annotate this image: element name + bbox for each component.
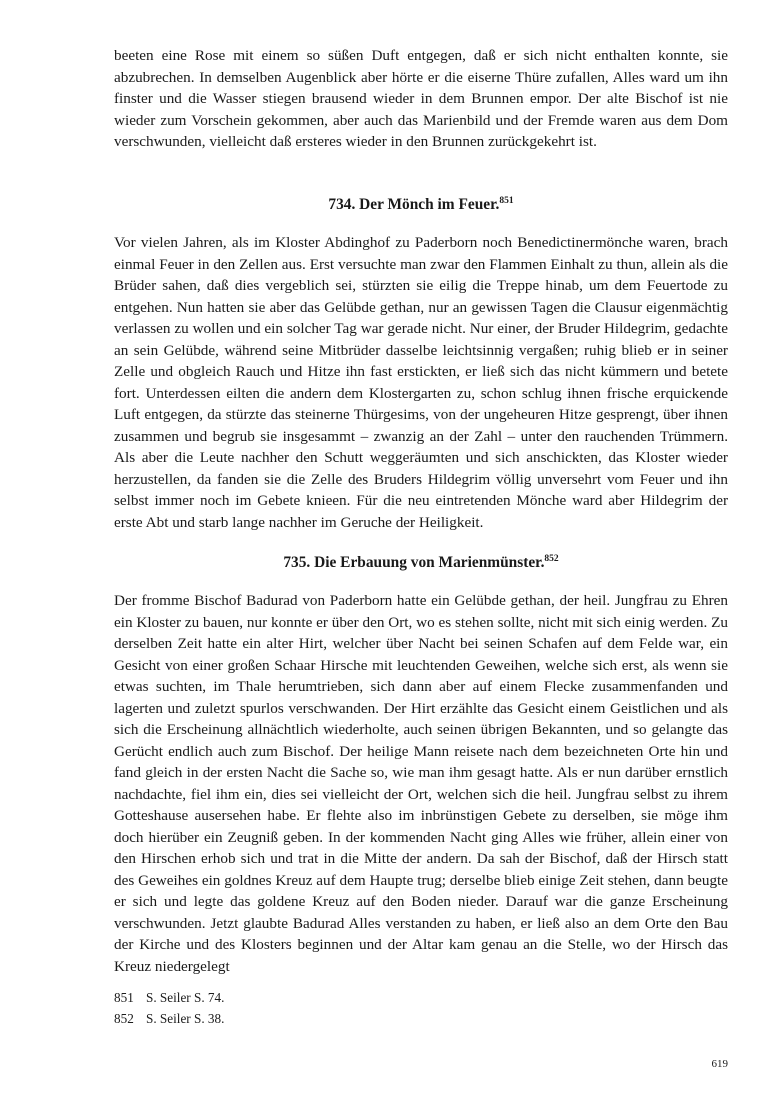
footnote-number: 851 [114, 990, 134, 1005]
intro-paragraph: beeten eine Rose mit einem so süßen Duft entgegen, daß er sich nicht enthalten konnte, sie abzubrechen. In demselben Augenblick aber hörte er die eiserne Thüre zufallen, Alles ward um ihn finster und die Wasser stiegen brausend wieder in dem Brunnen empor. Der alte Bischof ist nie wieder zum Vorschein gekommen, aber auch das Marienbild und der Fremde waren aus dem Dom verschwunden, vielleicht daß ersteres wieder in den Brunnen zurückgekehrt ist. [114, 47, 728, 150]
footnote-number: 852 [114, 1011, 134, 1026]
footnote [114, 1008, 728, 1029]
footnotes [114, 987, 728, 1029]
footnote [114, 987, 728, 1008]
footnote-reference[interactable]: 852 [544, 554, 559, 564]
section-heading-735 [114, 552, 728, 574]
footnote-text: S. Seiler S. 38. [146, 1011, 225, 1026]
page-number: 619 [711, 1058, 728, 1070]
section-body-734: Vor vielen Jahren, als im Kloster Abdinghof zu Paderborn noch Benedictinermönche waren, brach einmal Feuer in den Zellen aus. Erst versuchte man zwar den Flammen Einhalt zu thun, allein als die Brüder sahen, daß dies vergeblich sei, stürzten sie eilig die Treppe hinab, um dem Feuertode zu entgehen. Nun hatten sie aber das Gelübde gethan, nur an gewissen Tagen die Clausur eigenmächtig verlassen zu wollen und ein solcher Tag war gerade nicht. Nur einer, der Bruder Hildegrim, gedachte an sein Gelübde, während seine Mitbrüder dasselbe leichtsinnig vergaßen; ruhig blieb er in seiner Zelle und obgleich Rauch und Hitze ihn fast erstickten, er ließ sich das nicht kümmern und betete fort. Unterdessen eilten die andern dem Klostergarten zu, schon schlug ihnen frische erquickende Luft entgegen, da stürzte das steinerne Thürgesims, von der ungeheuren Hitze gesprengt, über ihnen zusammen und begrub sie insgesammt – zwanzig an der Zahl – unter den rauchenden Trümmern. Als aber die Leute nachher den Schutt weggeräumten und sich anschickten, das Kloster wieder herzustellen, da fanden sie die Zelle des Bruders Hildegrim völlig unversehrt vom Feuer und ihn selbst immer noch im Gebete knieen. Für die neu eintretenden Mönche ward aber Hildegrim der erste Abt und starb lange nachher im Geruche der Heiligkeit. [114, 234, 728, 531]
footnote-text: S. Seiler S. 74. [146, 990, 225, 1005]
section-title: 734. Der Mönch im Feuer. [328, 196, 500, 213]
section-heading-734 [114, 194, 728, 216]
section-body-735: Der fromme Bischof Badurad von Paderborn hatte ein Gelübde gethan, der heil. Jungfrau zu Ehren ein Kloster zu bauen, nur konnte er über den Ort, wo es stehen sollte, nicht mit sich einig werden. Zu derselben Zeit hatte ein alter Hirt, welcher über Nacht bei seinen Schafen auf dem Felde war, ein Gesicht von einer großen Schaar Hirsche mit leuchtenden Geweihen, welche sich erst, als wenn sie etwas suchten, im Thale herumtrieben, sich dann aber auf einem Flecke zusammenfanden und lagerten und zuletzt spurlos verschwanden. Der Hirt erzählte das Gesicht einem Geistlichen und als sich die Erscheinung allnächtlich wiederholte, auch seinen übrigen Bekannten, und so gelangte das Gerücht endlich auch zum Bischof. Der heilige Mann reisete nach dem bezeichneten Orte hin und fand gleich in der ersten Nacht die Sache so, wie man ihm gesagt hatte. Als er nun darüber ernstlich nachdachte, fiel ihm ein, dies sei vielleicht der Ort, welchen sich die heil. Jungfrau selbst zu ihrem Gotteshause ausersehen habe. Er flehte also im inbrünstigen Gebete zu derselben, sie möge ihm doch hierüber ein Zeugniß geben. In der kommenden Nacht ging Alles wie früher, allein einer von den Hirschen erhob sich und trat in die Mitte der andern. Da sah der Bischof, daß der Hirsch statt des Geweihes ein goldnes Kreuz auf dem Haupte trug; derselbe blieb einige Zeit stehen, dann beugte er sich und legte das goldene Kreuz auf den Boden nieder. Darauf war die ganze Erscheinung verschwunden. Jetzt glaubte Badurad Alles verstanden zu haben, er ließ also an dem Orte den Bau der Kirche und des Klosters beginnen und der Altar kam genau an die Stelle, wo der Hirsch das Kreuz niedergelegt [114, 592, 728, 975]
footnote-reference[interactable]: 851 [499, 196, 514, 206]
section-title: 735. Die Erbauung von Marienmünster. [283, 554, 545, 571]
